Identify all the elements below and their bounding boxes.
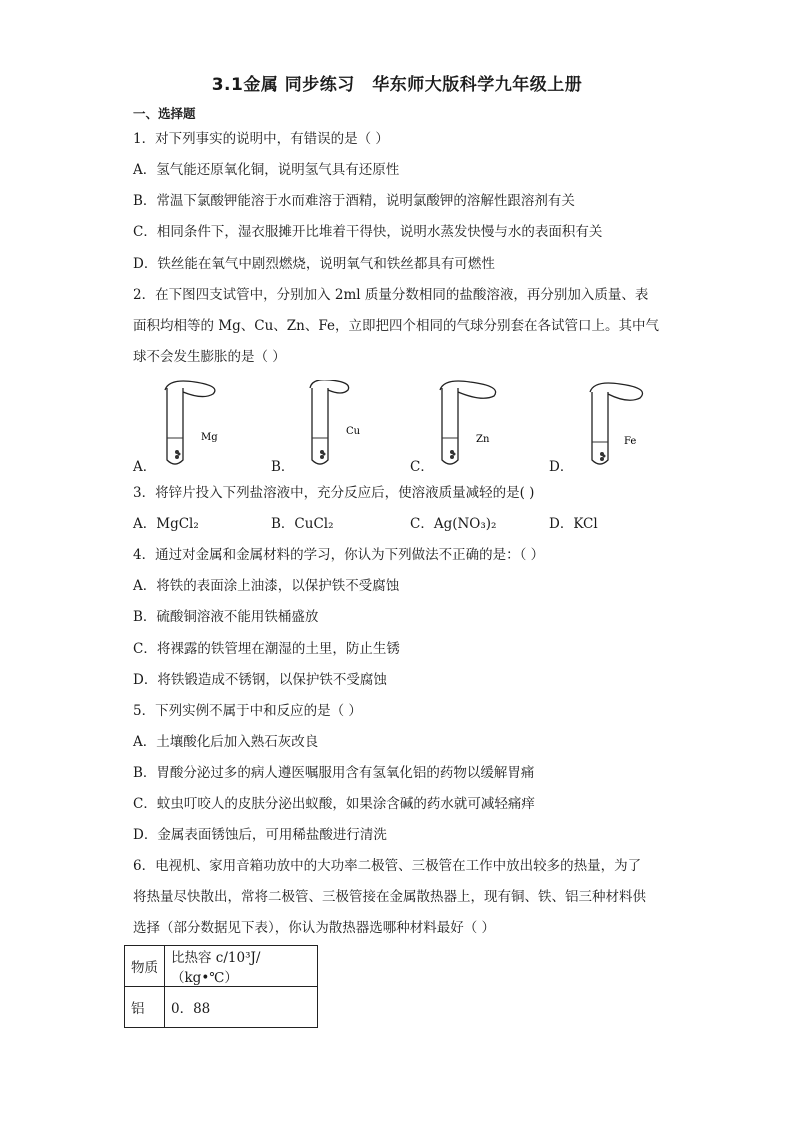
q1-option-b: B．常温下氯酸钾能溶于水而难溶于酒精，说明氯酸钾的溶解性跟溶剂有关 xyxy=(133,193,575,209)
q6-stem-line1: 6．电视机、家用音箱功放中的大功率二极管、三极管在工作中放出较多的热量，为了 xyxy=(133,858,642,874)
q3-option-d: D．KCl xyxy=(549,516,598,532)
q4-option-c: C．将裸露的铁管埋在潮湿的土里，防止生锈 xyxy=(133,641,400,657)
q4-option-a: A．将铁的表面涂上油漆，以保护铁不受腐蚀 xyxy=(133,578,400,594)
q3-option-a: A．MgCl₂ xyxy=(133,516,199,532)
q5-stem: 5．下列实例不属于中和反应的是（ ） xyxy=(133,703,362,719)
table-header-row xyxy=(125,946,318,987)
specific-heat-table xyxy=(124,945,318,1028)
page-title: 3.1金属 同步练习 华东师大版科学九年级上册 xyxy=(211,75,583,95)
table-header-cell: 比热容 c/10³J/（kg•℃） xyxy=(165,946,318,987)
q2-stem-line2: 面积均相等的 Mg、Cu、Zn、Fe，立即把四个相同的气球分别套在各试管口上。其中气 xyxy=(133,318,659,334)
tube-label-zn: Zn xyxy=(476,434,490,445)
table-row xyxy=(125,987,318,1028)
q2-option-c: C． xyxy=(410,459,434,475)
q5-option-d: D．金属表面锈蚀后，可用稀盐酸进行清洗 xyxy=(133,827,387,843)
tube-label-mg: Mg xyxy=(201,432,218,443)
q2-option-a: A． xyxy=(133,459,157,475)
tube-label-cu: Cu xyxy=(346,426,361,437)
tube-label-fe: Fe xyxy=(624,436,637,447)
section-heading: 一、选择题 xyxy=(133,106,196,121)
q1-option-d: D．铁丝能在氧气中剧烈燃烧，说明氧气和铁丝都具有可燃性 xyxy=(133,256,495,272)
q1-option-c: C．相同条件下，湿衣服摊开比堆着干得快，说明水蒸发快慢与水的表面积有关 xyxy=(133,224,603,240)
table-cell: 铝 xyxy=(125,987,165,1028)
q2-stem-line3: 球不会发生膨胀的是（ ） xyxy=(133,349,286,365)
q3-stem: 3．将锌片投入下列盐溶液中，充分反应后，使溶液质量减轻的是( ) xyxy=(133,485,535,501)
q1-stem: 1．对下列事实的说明中，有错误的是（ ） xyxy=(133,131,389,147)
q3-option-b: B．CuCl₂ xyxy=(271,516,334,532)
test-tube-cu-figure xyxy=(300,380,380,470)
q2-option-d: D． xyxy=(549,459,574,475)
q5-option-c: C．蚊虫叮咬人的皮肤分泌出蚁酸，如果涂含碱的药水就可减轻痛痒 xyxy=(133,796,535,812)
test-tube-fe-figure xyxy=(580,380,660,470)
q3-option-c: C．Ag(NO₃)₂ xyxy=(410,516,497,532)
q4-option-d: D．将铁锻造成不锈钢，以保护铁不受腐蚀 xyxy=(133,672,387,688)
q5-option-b: B．胃酸分泌过多的病人遵医嘱服用含有氢氧化铝的药物以缓解胃痛 xyxy=(133,765,535,781)
q2-option-b: B． xyxy=(271,459,295,475)
q1-option-a: A．氢气能还原氧化铜，说明氢气具有还原性 xyxy=(133,162,400,178)
q6-stem-line3: 选择（部分数据见下表），你认为散热器选哪种材料最好（ ） xyxy=(133,920,496,936)
q4-stem: 4．通过对金属和金属材料的学习，你认为下列做法不正确的是：（ ） xyxy=(133,547,545,563)
q5-option-a: A．土壤酸化后加入熟石灰改良 xyxy=(133,734,319,750)
q2-stem-line1: 2．在下图四支试管中，分别加入 2ml 质量分数相同的盐酸溶液，再分别加入质量、表 xyxy=(133,287,649,303)
q6-stem-line2: 将热量尽快散出，常将二极管、三极管接在金属散热器上，现有铜、铁、铝三种材料供 xyxy=(133,889,646,905)
table-cell: 0．88 xyxy=(165,987,318,1028)
test-tube-zn-figure xyxy=(430,380,510,470)
table-header-cell: 物质 xyxy=(125,946,165,987)
test-tube-mg-figure xyxy=(155,380,235,470)
q4-option-b: B．硫酸铜溶液不能用铁桶盛放 xyxy=(133,609,319,625)
